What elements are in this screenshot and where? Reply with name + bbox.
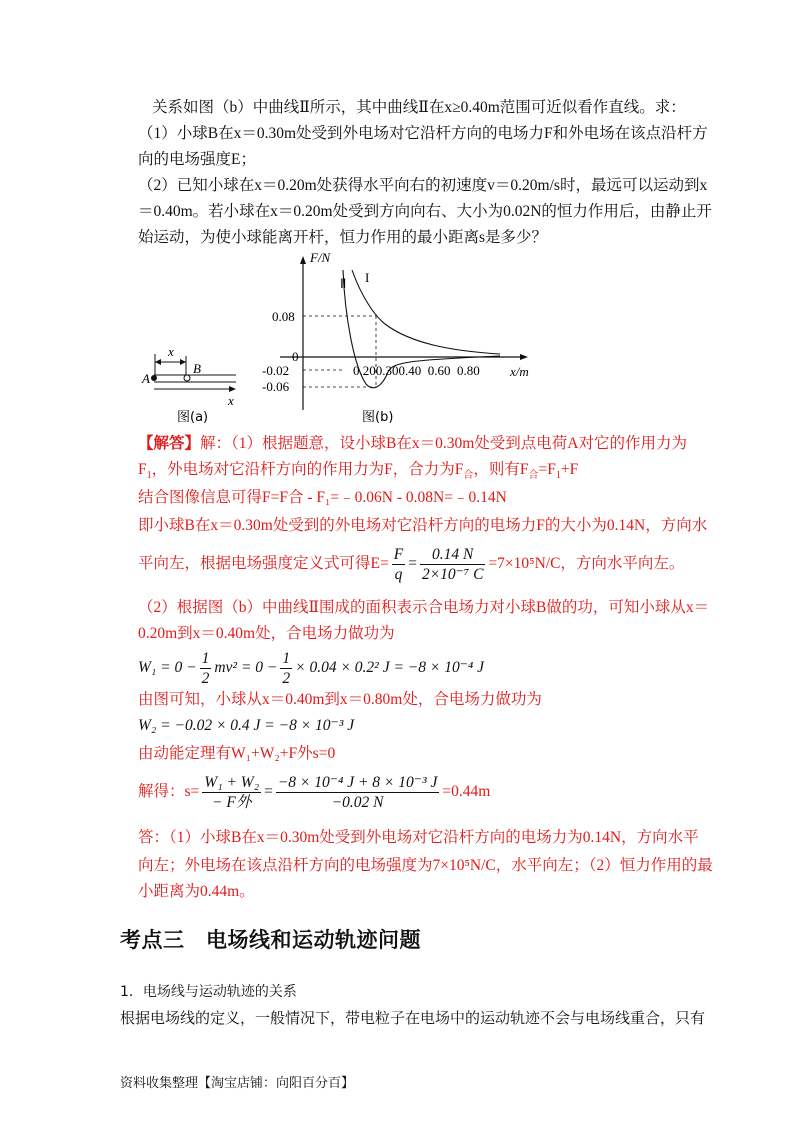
answer-line-13: 答：（1）小球B在x＝0.30m处受到外电场对它沿杆方向的电场力为0.14N，方向水平: [138, 829, 699, 846]
problem-line-1: 关系如图（b）中曲线Ⅱ所示，其中曲线Ⅱ在x≥0.40m范围可近似看作直线。求：: [152, 99, 686, 116]
fig-a-label-A: A: [142, 371, 150, 386]
problem-line-2: （1）小球B在x＝0.30m处受到外电场对它沿杆方向的电场力F和外电场在该点沿杆方: [138, 125, 708, 142]
answer-line-5: 平向左，根据电场强度定义式可得E= $\frac{F}{q}$ = $\frac{0.14 N}{\text{2×10⁻⁷ C}}$ =7×10⁵N/C，方向水平向左。: [138, 545, 685, 583]
fig-a-x-axis-label: x: [228, 393, 234, 408]
answer-line-14: 向左；外电场在该点沿杆方向的电场强度为7×10⁵N/C，水平向左；（2）恒力作用的最: [138, 857, 713, 874]
answer-line-2: $F_1$，外电场对它沿杆方向的作用力为F，合力为$F_合$，则有$F_合=F_1+F$: [138, 461, 579, 482]
answer-line-6: （2）根据图（b）中曲线Ⅱ围成的面积表示合电场力对小球B做的功，可知小球从x＝: [138, 599, 710, 616]
answer-line-12: 解得：s= $\frac{\text{W₁ + W₂}}{\text{− F外}}$ = $\frac{\text{−8 × 10⁻⁴ J + 8 × 10⁻³ J}}{-0.02 N}$ =0.44m: [138, 773, 491, 811]
figure-a: [141, 344, 236, 425]
answer-line-4: 即小球B在x＝0.30m处受到的外电场对它沿杆方向的电场力F的大小为0.14N，方向水: [138, 517, 708, 534]
answer-line-15: 小距离为0.44m。: [138, 883, 255, 900]
answer-line-3: 结合图像信息可得F=F合 - F₁=﹣0.06N - 0.08N=﹣0.14N: [138, 489, 507, 506]
fig-b-ytick--0.02: -0.02: [262, 363, 290, 378]
figure-b: [262, 250, 529, 425]
fig-b-y-label: F/N: [310, 250, 331, 265]
fig-b-label-II: Ⅱ: [340, 276, 347, 291]
footer-text: 资料收集整理【淘宝店铺：向阳百分百】: [120, 1076, 355, 1091]
answer-line-9: 由图可知，小球从x＝0.40m到x＝0.80m处，合电场力做功为: [138, 691, 542, 708]
section-body: 根据电场线的定义，一般情况下，带电粒子在电场中的运动轨迹不会与电场线重合，只有: [120, 1009, 706, 1027]
fraction-half-1: $\frac{1}{2}$: [201, 649, 210, 687]
section-title: 考点三 电场线和运动轨迹问题: [120, 928, 421, 952]
fraction-half-2: $\frac{1}{2}$: [282, 649, 291, 687]
fig-b-ytick-0.08: 0.08: [272, 309, 295, 324]
answer-line-1-text: 解：（1）根据题意，设小球B在x＝0.30m处受到点电荷A对它的作用力为: [200, 435, 687, 452]
fig-b-x-label: x/m: [510, 364, 529, 379]
answer-tag: 【解答】: [138, 435, 201, 452]
figures: [130, 248, 550, 428]
fraction-s-symbolic: $\frac{\text{W₁ + W₂}}{\text{− F外}}$: [204, 773, 260, 811]
equation-W2: W₂ = −0.02 × 0.4 J = −8 × 10⁻³ J: [138, 717, 355, 734]
fig-a-caption: 图(a): [177, 410, 209, 425]
equation-W1: W₁ = 0 − $\frac{1}{2}$ mv² = 0 − $\frac{1}{2}$ × 0.04 × 0.2² J = −8 × 10⁻⁴ J: [138, 649, 485, 687]
fig-b-ytick--0.06: -0.06: [262, 379, 290, 394]
problem-line-6: 始运动，为使小球能离开杆，恒力作用的最小距离s是多少？: [138, 229, 548, 246]
fig-a-label-B: B: [193, 361, 201, 376]
problem-line-4: （2）已知小球在x＝0.20m处获得水平向右的初速度v＝0.20m/s时，最远可以运动到x: [138, 177, 708, 194]
fraction-value: $\frac{0.14 N}{\text{2×10⁻⁷ C}}$: [421, 545, 484, 583]
fraction-s-numeric: $\frac{\text{−8 × 10⁻⁴ J + 8 × 10⁻³ J}}{-0.02 N}$: [277, 773, 438, 811]
fig-b-caption: 图(b): [362, 410, 394, 425]
answer-line-7: 0.20m到x＝0.40m处，合电场力做功为: [138, 625, 395, 642]
fig-a-ball-B: [184, 375, 190, 381]
section-subheading: 1．电场线与运动轨迹的关系: [120, 984, 297, 1000]
fig-a-x-top-label: x: [168, 344, 174, 359]
problem-line-5: ＝0.40m。若小球在x＝0.20m处受到方向向右、大小为0.02N的恒力作用后，由静止开: [138, 203, 712, 220]
fig-b-origin: 0: [292, 349, 299, 364]
problem-line-3: 向的电场强度E；: [138, 151, 256, 168]
fig-b-curve-I: [352, 270, 500, 354]
fig-b-xticks: 0.200.300.40 0.60 0.80: [353, 363, 480, 378]
answer-line-1: [138, 434, 687, 454]
answer-line-11: 由动能定理有W₁+W₂+F外s=0: [138, 745, 336, 762]
fig-b-label-I: I: [365, 270, 370, 285]
fraction-F-over-q: $\frac{F}{q}$: [393, 545, 404, 583]
fig-a-charge-A: [151, 375, 157, 381]
